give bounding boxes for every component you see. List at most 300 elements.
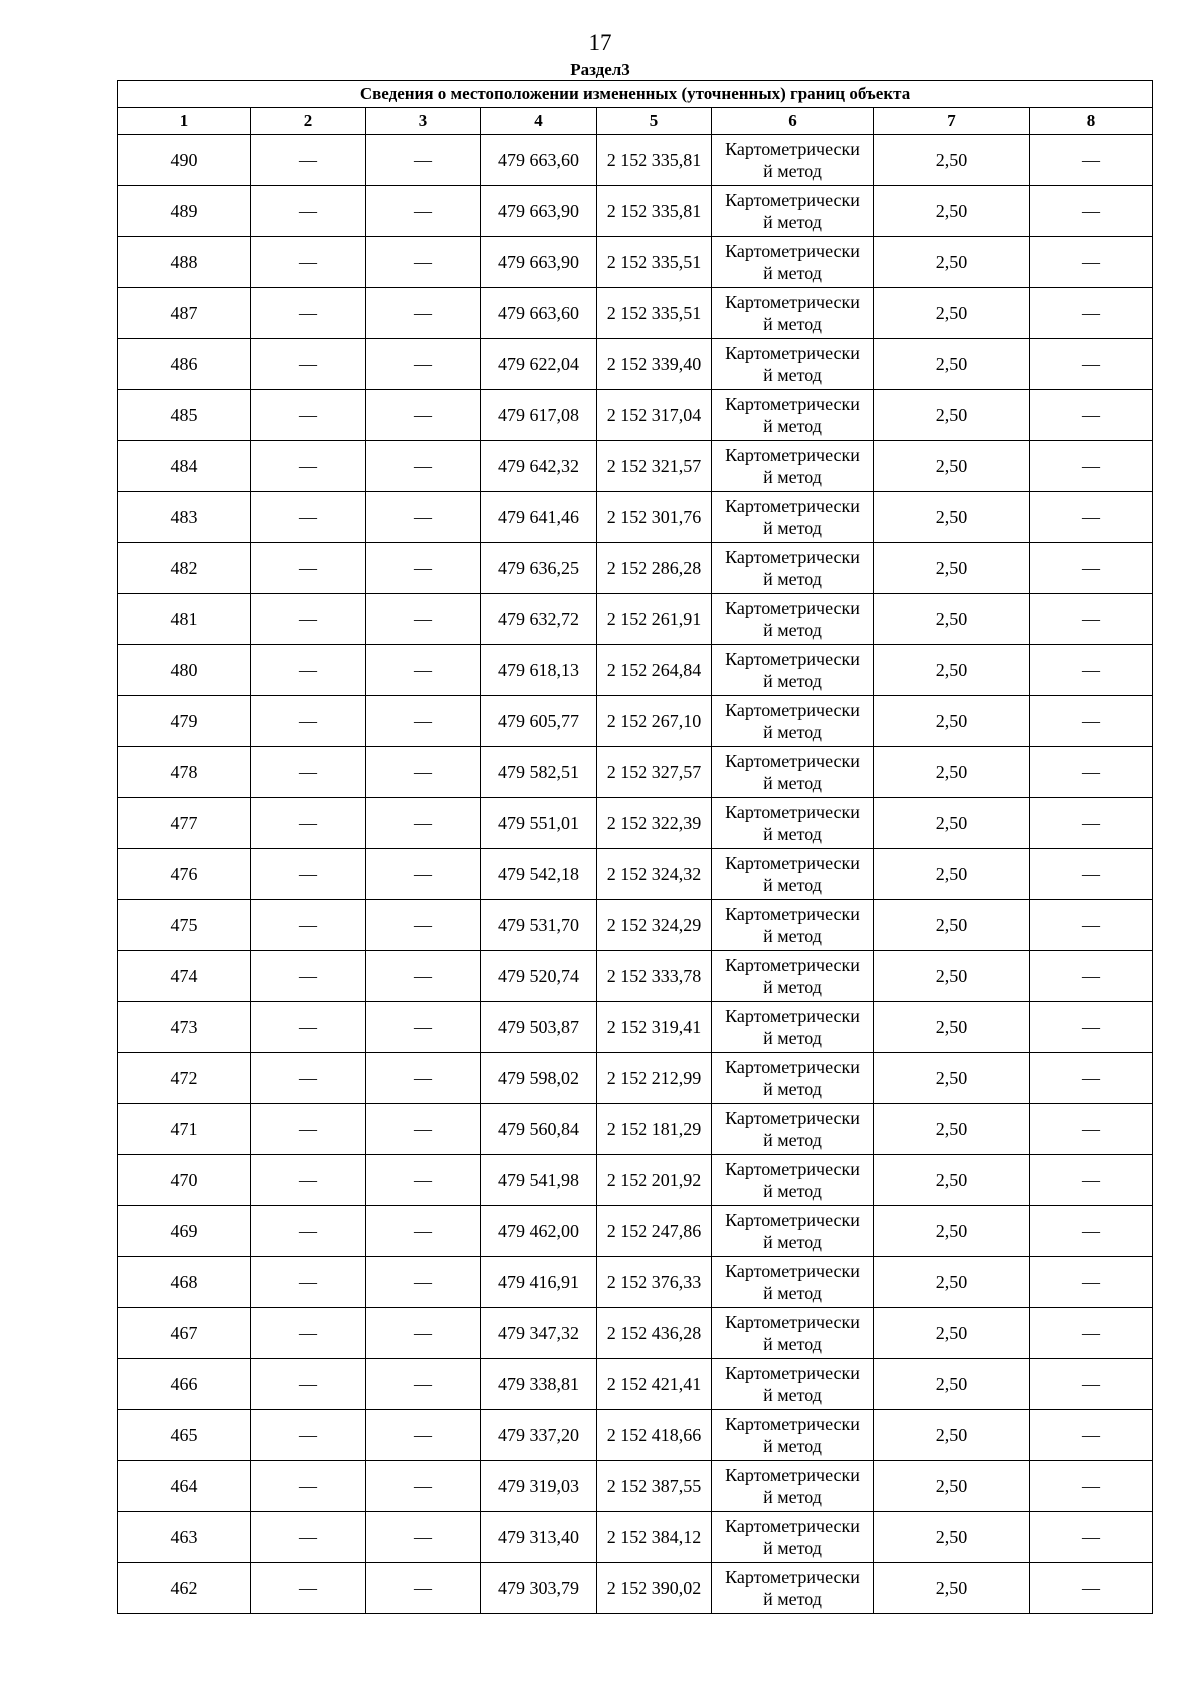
method-cell [712,1563,874,1614]
column-3-cell: — [366,390,481,441]
method-cell [712,1308,874,1359]
column-8-cell: — [1030,1257,1153,1308]
accuracy-cell: 2,50 [874,1257,1030,1308]
accuracy-cell: 2,50 [874,696,1030,747]
method-line-1: Картометрически [725,1057,860,1077]
method-line-1: Картометрически [725,649,860,669]
table-row [118,288,1153,339]
method-line-1: Картометрически [725,394,860,414]
coordinate-y-cell: 2 152 201,92 [597,1155,712,1206]
column-8-cell: — [1030,1308,1153,1359]
method-cell [712,594,874,645]
coordinate-y-cell: 2 152 247,86 [597,1206,712,1257]
column-3-cell: — [366,1053,481,1104]
point-number-cell: 464 [118,1461,251,1512]
column-2-cell: — [251,594,366,645]
column-3-cell: — [366,747,481,798]
column-2-cell: — [251,849,366,900]
method-line-2: й метод [763,1334,822,1354]
column-3-cell: — [366,1002,481,1053]
column-8-cell: — [1030,1104,1153,1155]
point-number-cell: 488 [118,237,251,288]
table-caption: Сведения о местоположении измененных (уточненных) границ объекта [118,81,1153,108]
accuracy-cell: 2,50 [874,798,1030,849]
accuracy-cell: 2,50 [874,951,1030,1002]
method-line-1: Картометрически [725,292,860,312]
column-2-cell: — [251,1563,366,1614]
coordinate-y-cell: 2 152 335,81 [597,186,712,237]
column-3-cell: — [366,1359,481,1410]
coordinate-x-cell: 479 313,40 [481,1512,597,1563]
column-8-cell: — [1030,594,1153,645]
column-3-cell: — [366,339,481,390]
table-row [118,339,1153,390]
method-line-1: Картометрически [725,547,860,567]
point-number-cell: 471 [118,1104,251,1155]
coordinate-x-cell: 479 605,77 [481,696,597,747]
column-8-cell: — [1030,1155,1153,1206]
coordinate-x-cell: 479 632,72 [481,594,597,645]
column-8-cell: — [1030,900,1153,951]
accuracy-cell: 2,50 [874,1053,1030,1104]
method-line-2: й метод [763,1589,822,1609]
method-cell [712,951,874,1002]
method-line-1: Картометрически [725,1159,860,1179]
column-2-cell: — [251,1308,366,1359]
column-2-cell: — [251,1155,366,1206]
method-cell [712,288,874,339]
coordinate-y-cell: 2 152 418,66 [597,1410,712,1461]
point-number-cell: 462 [118,1563,251,1614]
table-row [118,747,1153,798]
method-line-1: Картометрически [725,853,860,873]
table-body [118,135,1153,1614]
column-3-cell: — [366,1461,481,1512]
column-2-cell: — [251,1206,366,1257]
method-line-1: Картометрически [725,1210,860,1230]
coordinate-y-cell: 2 152 324,32 [597,849,712,900]
point-number-cell: 465 [118,1410,251,1461]
method-line-1: Картометрически [725,1465,860,1485]
method-line-2: й метод [763,1079,822,1099]
column-number: 8 [1030,108,1153,135]
column-2-cell: — [251,288,366,339]
column-8-cell: — [1030,186,1153,237]
coordinate-y-cell: 2 152 267,10 [597,696,712,747]
accuracy-cell: 2,50 [874,1155,1030,1206]
coordinate-x-cell: 479 598,02 [481,1053,597,1104]
method-line-2: й метод [763,314,822,334]
table-row [118,1206,1153,1257]
point-number-cell: 490 [118,135,251,186]
column-8-cell: — [1030,1053,1153,1104]
method-cell [712,339,874,390]
point-number-cell: 489 [118,186,251,237]
column-8-cell: — [1030,798,1153,849]
table-row [118,1563,1153,1614]
point-number-cell: 468 [118,1257,251,1308]
coordinate-x-cell: 479 520,74 [481,951,597,1002]
coordinate-x-cell: 479 416,91 [481,1257,597,1308]
table-row [118,492,1153,543]
column-3-cell: — [366,645,481,696]
coordinate-x-cell: 479 541,98 [481,1155,597,1206]
method-line-2: й метод [763,1130,822,1150]
column-3-cell: — [366,1308,481,1359]
coordinate-x-cell: 479 551,01 [481,798,597,849]
coordinate-x-cell: 479 303,79 [481,1563,597,1614]
column-3-cell: — [366,135,481,186]
accuracy-cell: 2,50 [874,1359,1030,1410]
column-3-cell: — [366,1257,481,1308]
table-row [118,798,1153,849]
method-cell [712,747,874,798]
method-line-1: Картометрически [725,190,860,210]
method-line-1: Картометрически [725,802,860,822]
column-2-cell: — [251,1002,366,1053]
coordinate-x-cell: 479 531,70 [481,900,597,951]
column-3-cell: — [366,1410,481,1461]
page-number: 17 [588,30,612,55]
coordinate-y-cell: 2 152 321,57 [597,441,712,492]
method-cell [712,900,874,951]
coordinate-y-cell: 2 152 436,28 [597,1308,712,1359]
method-line-1: Картометрически [725,1363,860,1383]
column-2-cell: — [251,1410,366,1461]
table-row [118,1053,1153,1104]
method-line-1: Картометрически [725,598,860,618]
column-8-cell: — [1030,1563,1153,1614]
coordinate-y-cell: 2 152 286,28 [597,543,712,594]
table-row [118,1410,1153,1461]
column-2-cell: — [251,951,366,1002]
accuracy-cell: 2,50 [874,849,1030,900]
method-cell [712,1359,874,1410]
accuracy-cell: 2,50 [874,900,1030,951]
accuracy-cell: 2,50 [874,492,1030,543]
coordinate-y-cell: 2 152 390,02 [597,1563,712,1614]
method-line-1: Картометрически [725,496,860,516]
method-line-1: Картометрически [725,700,860,720]
column-2-cell: — [251,441,366,492]
column-8-cell: — [1030,492,1153,543]
table-row [118,1461,1153,1512]
point-number-cell: 486 [118,339,251,390]
method-line-1: Картометрически [725,343,860,363]
method-cell [712,1002,874,1053]
method-cell [712,798,874,849]
column-2-cell: — [251,543,366,594]
column-2-cell: — [251,1461,366,1512]
table-row [118,1512,1153,1563]
method-cell [712,186,874,237]
column-2-cell: — [251,237,366,288]
column-8-cell: — [1030,1410,1153,1461]
method-cell [712,849,874,900]
method-line-1: Картометрически [725,1312,860,1332]
method-line-2: й метод [763,1538,822,1558]
method-line-2: й метод [763,875,822,895]
column-2-cell: — [251,186,366,237]
coordinate-y-cell: 2 152 319,41 [597,1002,712,1053]
accuracy-cell: 2,50 [874,1410,1030,1461]
method-cell [712,441,874,492]
coordinate-x-cell: 479 347,32 [481,1308,597,1359]
column-3-cell: — [366,1104,481,1155]
column-number-row [118,108,1153,135]
column-8-cell: — [1030,339,1153,390]
column-8-cell: — [1030,135,1153,186]
coordinate-x-cell: 479 663,90 [481,186,597,237]
method-cell [712,237,874,288]
column-2-cell: — [251,1512,366,1563]
method-line-1: Картометрически [725,1006,860,1026]
method-line-1: Картометрически [725,1108,860,1128]
method-line-2: й метод [763,1487,822,1507]
coordinate-y-cell: 2 152 376,33 [597,1257,712,1308]
column-number: 2 [251,108,366,135]
table-row [118,594,1153,645]
method-cell [712,1053,874,1104]
column-2-cell: — [251,339,366,390]
point-number-cell: 477 [118,798,251,849]
method-line-2: й метод [763,773,822,793]
method-line-2: й метод [763,824,822,844]
accuracy-cell: 2,50 [874,1206,1030,1257]
method-line-2: й метод [763,518,822,538]
point-number-cell: 463 [118,1512,251,1563]
coordinate-y-cell: 2 152 261,91 [597,594,712,645]
table-row [118,1359,1153,1410]
method-cell [712,543,874,594]
accuracy-cell: 2,50 [874,1512,1030,1563]
column-number: 4 [481,108,597,135]
coordinate-x-cell: 479 617,08 [481,390,597,441]
column-2-cell: — [251,900,366,951]
column-3-cell: — [366,1155,481,1206]
column-2-cell: — [251,798,366,849]
accuracy-cell: 2,50 [874,1002,1030,1053]
accuracy-cell: 2,50 [874,441,1030,492]
table-row [118,1104,1153,1155]
coordinate-y-cell: 2 152 264,84 [597,645,712,696]
method-line-2: й метод [763,926,822,946]
table-row [118,441,1153,492]
method-line-1: Картометрически [725,904,860,924]
column-2-cell: — [251,1104,366,1155]
column-8-cell: — [1030,1359,1153,1410]
method-line-2: й метод [763,365,822,385]
column-2-cell: — [251,1359,366,1410]
coordinate-x-cell: 479 319,03 [481,1461,597,1512]
column-number: 6 [712,108,874,135]
coordinates-table [117,80,1153,1614]
column-8-cell: — [1030,543,1153,594]
method-cell [712,1206,874,1257]
method-line-2: й метод [763,1283,822,1303]
column-8-cell: — [1030,645,1153,696]
point-number-cell: 480 [118,645,251,696]
column-8-cell: — [1030,1461,1153,1512]
coordinate-x-cell: 479 663,60 [481,135,597,186]
column-3-cell: — [366,849,481,900]
method-cell [712,1410,874,1461]
table-row [118,696,1153,747]
method-line-2: й метод [763,416,822,436]
method-line-1: Картометрически [725,1567,860,1587]
method-line-2: й метод [763,722,822,742]
accuracy-cell: 2,50 [874,543,1030,594]
column-number: 3 [366,108,481,135]
coordinate-y-cell: 2 152 212,99 [597,1053,712,1104]
accuracy-cell: 2,50 [874,1308,1030,1359]
method-cell [712,135,874,186]
method-line-2: й метод [763,467,822,487]
coordinate-x-cell: 479 503,87 [481,1002,597,1053]
table-row [118,1155,1153,1206]
coordinate-x-cell: 479 618,13 [481,645,597,696]
method-line-2: й метод [763,1028,822,1048]
point-number-cell: 469 [118,1206,251,1257]
coordinate-y-cell: 2 152 301,76 [597,492,712,543]
method-line-2: й метод [763,1181,822,1201]
table-row [118,1257,1153,1308]
point-number-cell: 470 [118,1155,251,1206]
coordinate-y-cell: 2 152 335,81 [597,135,712,186]
point-number-cell: 487 [118,288,251,339]
table-row [118,135,1153,186]
method-cell [712,1104,874,1155]
coordinate-x-cell: 479 338,81 [481,1359,597,1410]
accuracy-cell: 2,50 [874,135,1030,186]
coordinate-y-cell: 2 152 327,57 [597,747,712,798]
table-row [118,390,1153,441]
point-number-cell: 472 [118,1053,251,1104]
coordinate-y-cell: 2 152 324,29 [597,900,712,951]
column-3-cell: — [366,900,481,951]
method-cell [712,492,874,543]
method-line-2: й метод [763,620,822,640]
method-line-2: й метод [763,212,822,232]
section-title: Раздел3 [570,60,630,79]
coordinate-x-cell: 479 337,20 [481,1410,597,1461]
column-3-cell: — [366,696,481,747]
method-line-2: й метод [763,977,822,997]
column-8-cell: — [1030,1206,1153,1257]
column-8-cell: — [1030,288,1153,339]
table-row [118,1002,1153,1053]
point-number-cell: 476 [118,849,251,900]
coordinate-x-cell: 479 663,60 [481,288,597,339]
method-line-1: Картометрически [725,1516,860,1536]
column-3-cell: — [366,594,481,645]
column-number: 5 [597,108,712,135]
column-2-cell: — [251,1257,366,1308]
point-number-cell: 478 [118,747,251,798]
column-8-cell: — [1030,441,1153,492]
table-row [118,645,1153,696]
coordinate-y-cell: 2 152 335,51 [597,237,712,288]
table-row [118,900,1153,951]
column-3-cell: — [366,543,481,594]
point-number-cell: 482 [118,543,251,594]
column-8-cell: — [1030,951,1153,1002]
method-line-2: й метод [763,1385,822,1405]
coordinate-y-cell: 2 152 181,29 [597,1104,712,1155]
method-line-1: Картометрически [725,955,860,975]
column-3-cell: — [366,441,481,492]
accuracy-cell: 2,50 [874,1563,1030,1614]
table-caption-row [118,81,1153,108]
coordinate-y-cell: 2 152 339,40 [597,339,712,390]
column-3-cell: — [366,288,481,339]
coordinate-y-cell: 2 152 317,04 [597,390,712,441]
column-3-cell: — [366,237,481,288]
column-number: 7 [874,108,1030,135]
method-line-1: Картометрически [725,1261,860,1281]
method-line-2: й метод [763,569,822,589]
coordinate-x-cell: 479 663,90 [481,237,597,288]
accuracy-cell: 2,50 [874,390,1030,441]
column-2-cell: — [251,1053,366,1104]
accuracy-cell: 2,50 [874,747,1030,798]
table-row [118,1308,1153,1359]
method-line-2: й метод [763,671,822,691]
column-8-cell: — [1030,1002,1153,1053]
coordinate-y-cell: 2 152 322,39 [597,798,712,849]
table-row [118,543,1153,594]
accuracy-cell: 2,50 [874,237,1030,288]
point-number-cell: 475 [118,900,251,951]
point-number-cell: 484 [118,441,251,492]
method-cell [712,1461,874,1512]
method-cell [712,1512,874,1563]
method-line-2: й метод [763,263,822,283]
coordinate-x-cell: 479 642,32 [481,441,597,492]
coordinate-y-cell: 2 152 335,51 [597,288,712,339]
coordinate-y-cell: 2 152 421,41 [597,1359,712,1410]
coordinate-x-cell: 479 582,51 [481,747,597,798]
column-number: 1 [118,108,251,135]
method-line-1: Картометрически [725,751,860,771]
table-row [118,237,1153,288]
coordinate-y-cell: 2 152 387,55 [597,1461,712,1512]
accuracy-cell: 2,50 [874,186,1030,237]
point-number-cell: 481 [118,594,251,645]
accuracy-cell: 2,50 [874,339,1030,390]
column-3-cell: — [366,1512,481,1563]
column-8-cell: — [1030,696,1153,747]
table-row [118,186,1153,237]
column-8-cell: — [1030,237,1153,288]
column-3-cell: — [366,951,481,1002]
coordinate-x-cell: 479 641,46 [481,492,597,543]
method-line-1: Картометрически [725,1414,860,1434]
column-2-cell: — [251,747,366,798]
point-number-cell: 474 [118,951,251,1002]
point-number-cell: 473 [118,1002,251,1053]
point-number-cell: 485 [118,390,251,441]
method-line-1: Картометрически [725,139,860,159]
coordinate-x-cell: 479 542,18 [481,849,597,900]
column-3-cell: — [366,186,481,237]
table-row [118,849,1153,900]
coordinate-y-cell: 2 152 333,78 [597,951,712,1002]
point-number-cell: 479 [118,696,251,747]
method-cell [712,645,874,696]
coordinate-x-cell: 479 622,04 [481,339,597,390]
method-line-2: й метод [763,161,822,181]
